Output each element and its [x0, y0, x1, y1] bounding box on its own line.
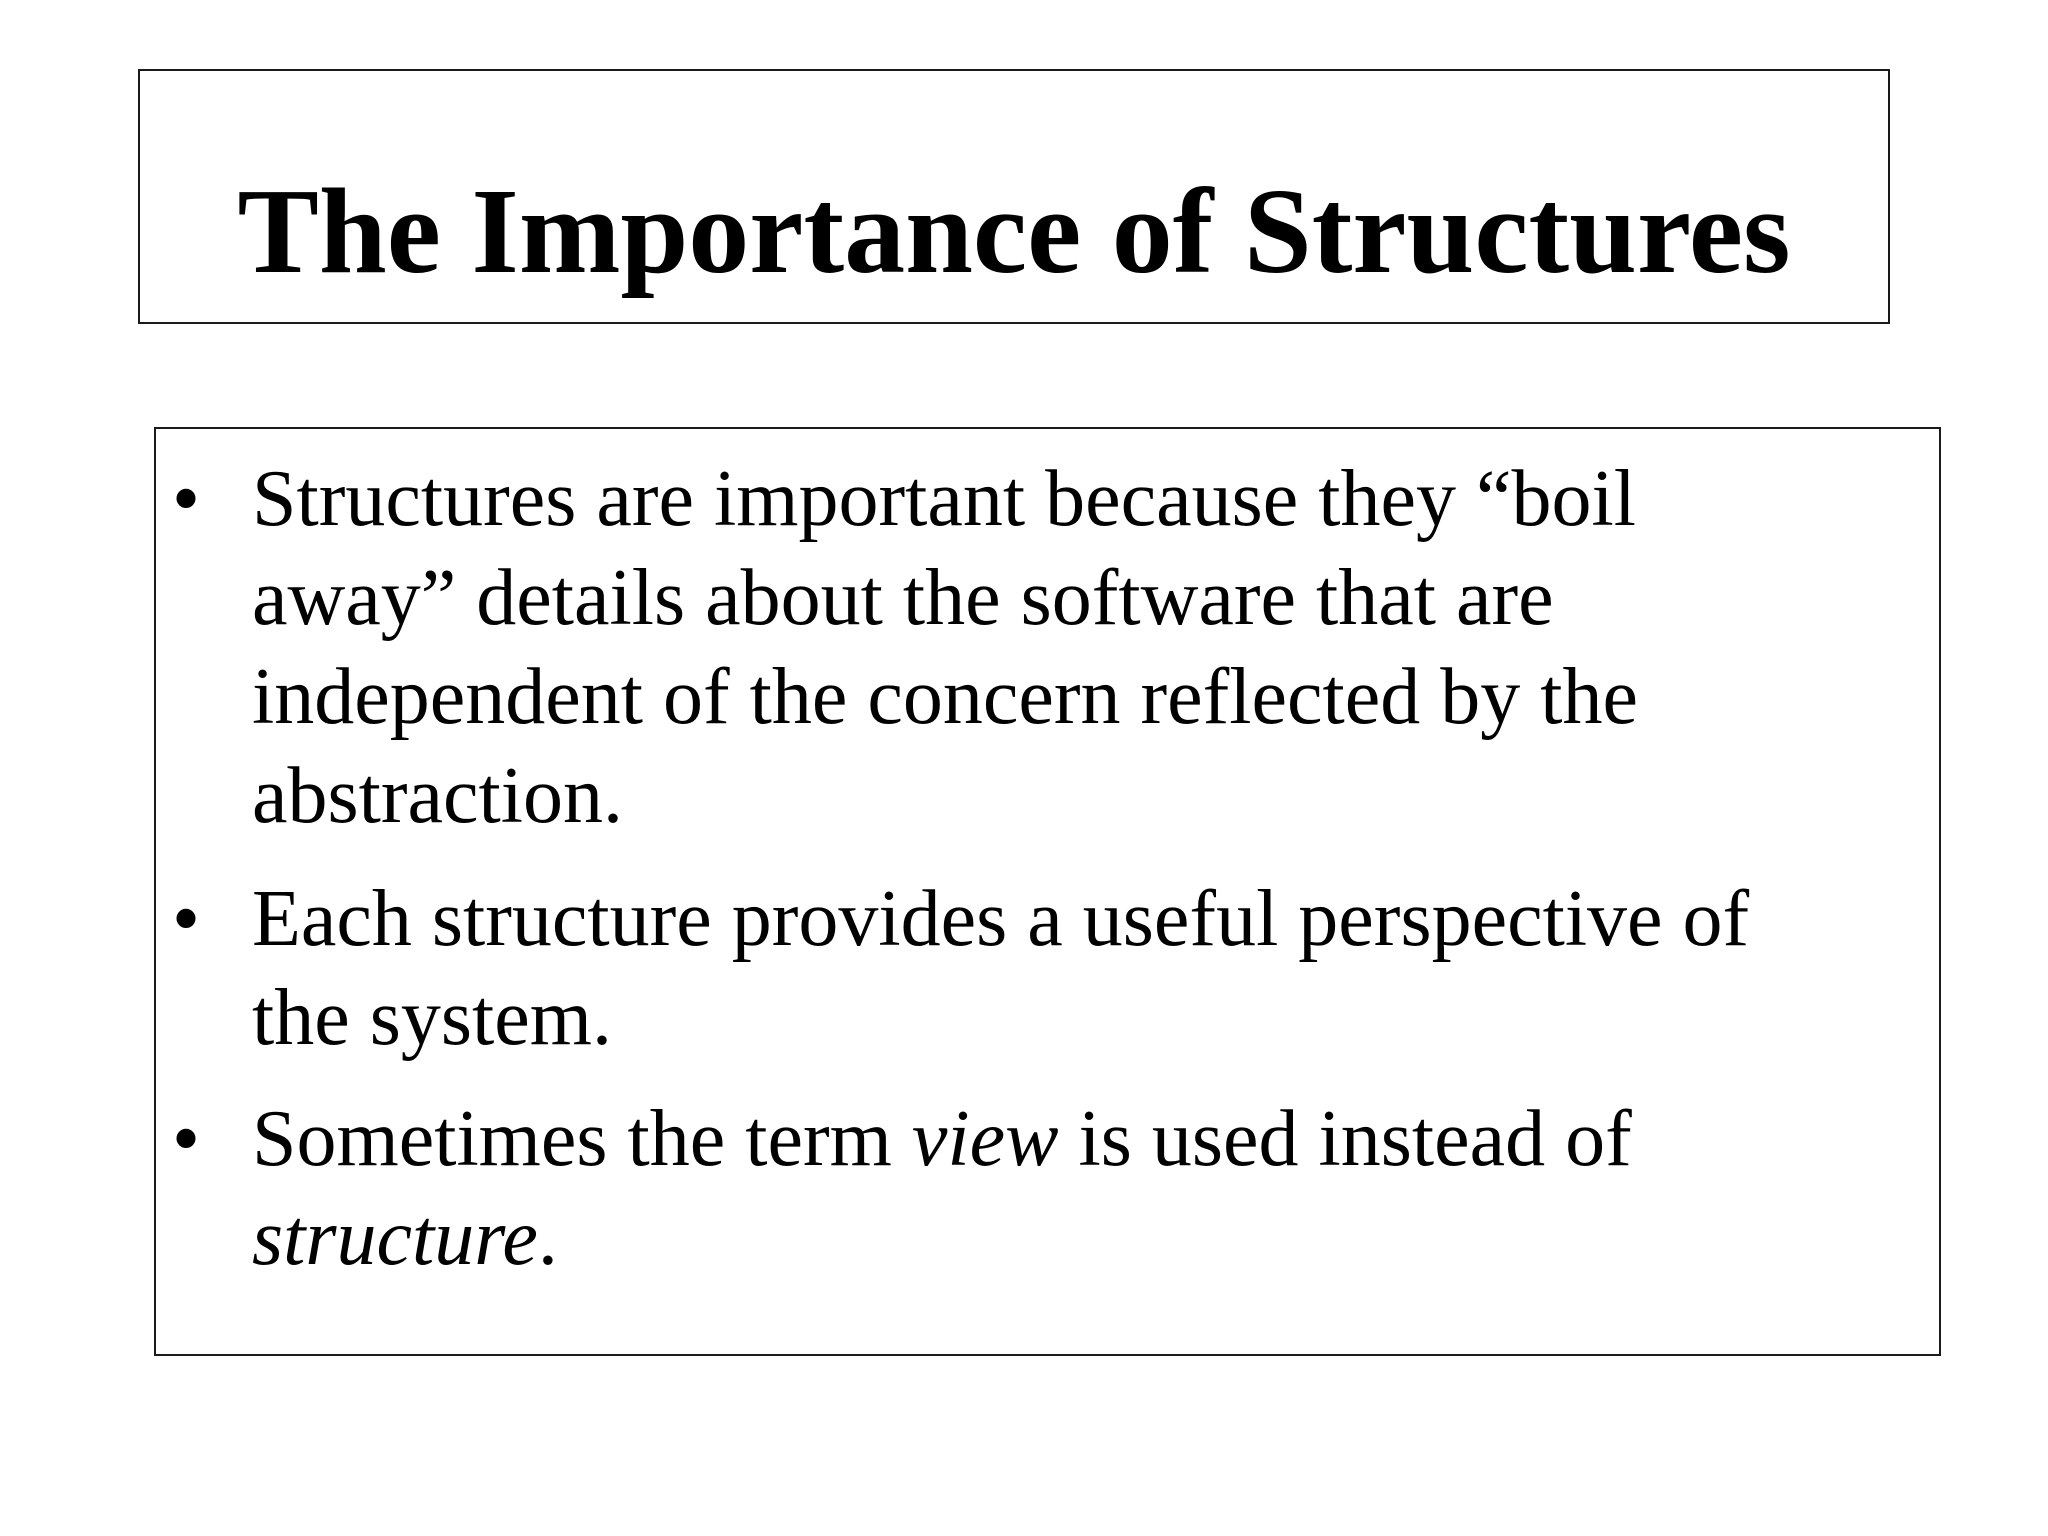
bullet-line: independent of the concern reflected by the	[252, 653, 1639, 741]
bullet-line: Structures are important because they “boil	[252, 455, 1636, 543]
bullet-icon: •	[172, 455, 201, 543]
bullet-icon: •	[172, 1095, 201, 1183]
bullet-line: the system.	[252, 974, 612, 1062]
text-segment: Sometimes the term	[252, 1095, 912, 1183]
bullet-line	[252, 1090, 2032, 1189]
text-segment: .	[537, 1194, 558, 1282]
emphasis-structure: structure	[252, 1194, 538, 1282]
emphasis-view: view	[911, 1095, 1059, 1183]
text-segment: is used instead of	[1058, 1095, 1632, 1183]
bullet-line: away” details about the software that are	[252, 554, 1554, 642]
bullet-line	[252, 1189, 2032, 1288]
bullet-line: abstraction.	[252, 752, 623, 840]
slide-title: The Importance of Structures	[237, 164, 1791, 299]
bullet-line: Each structure provides a useful perspective of	[252, 875, 1750, 963]
bullet-icon: •	[172, 875, 201, 963]
bullet-item-structures-importance	[172, 450, 2032, 846]
bullet-item-perspective	[172, 870, 2032, 1068]
bullet-item-view-term	[172, 1090, 2032, 1288]
